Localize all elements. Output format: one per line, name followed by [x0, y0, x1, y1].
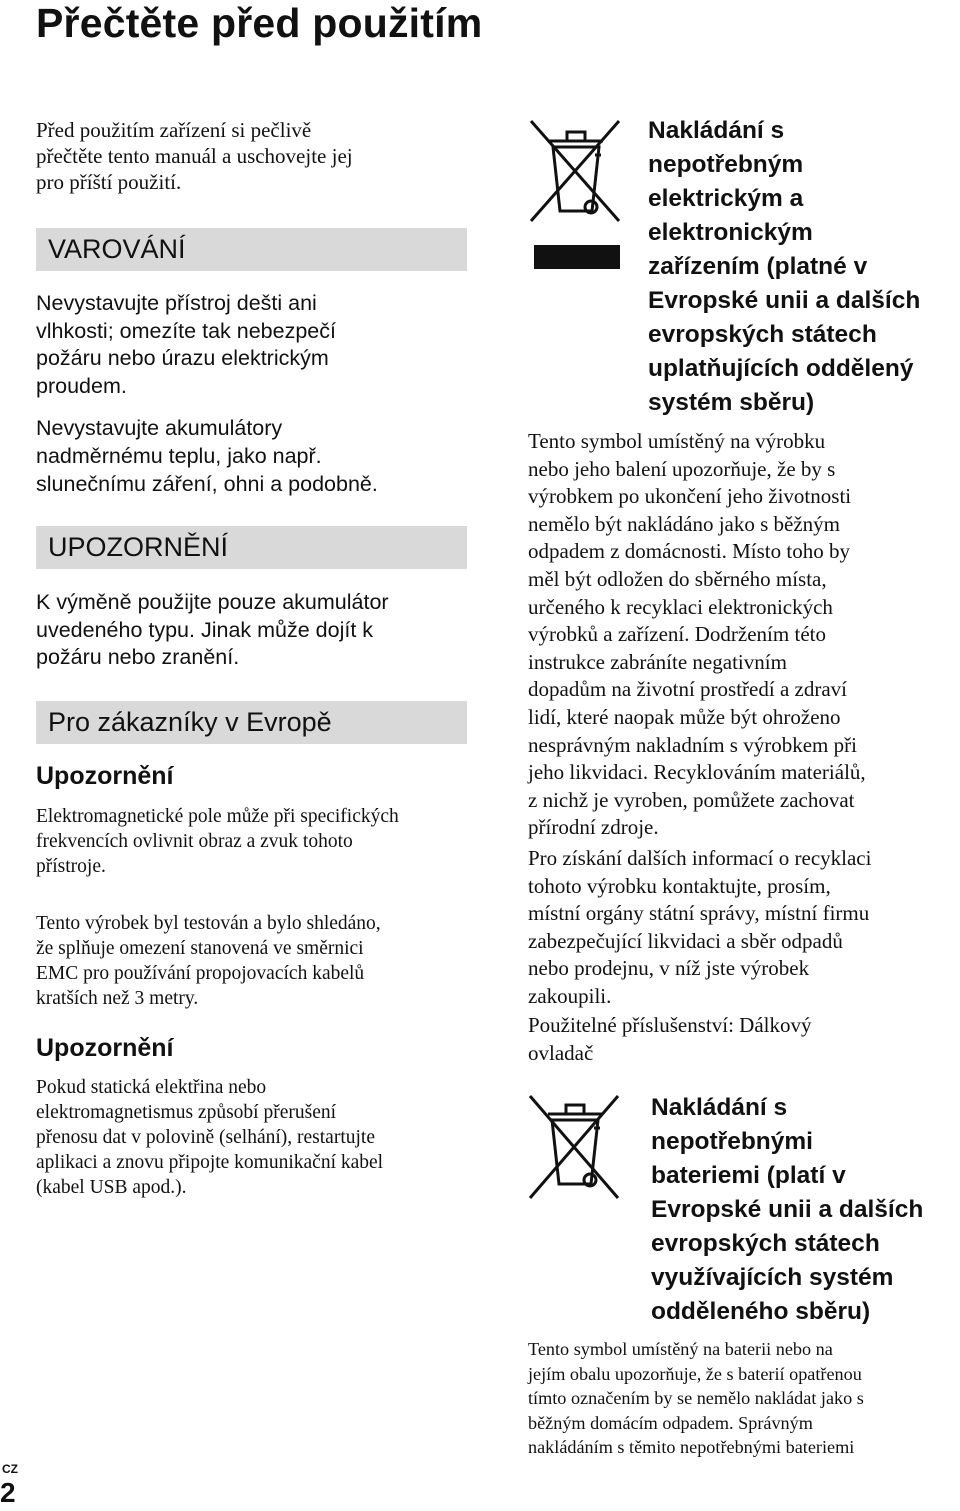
- battery-heading: Nakládání s nepotřebnými bateriemi (platí v Evropské unii a dalších evropských státech využívajících systém odděleného sběru): [651, 1094, 924, 1325]
- weee-info-text: Pro získání dalších informací o recyklaci tohoto výrobku kontaktujte, prosím, místní orgány státní správy, místní firmu zabezpečující likvidaci a sběr odpadů nebo prodejnu, v níž jste výrobek zakoupili.: [528, 846, 872, 1008]
- page-number: 2: [0, 1477, 16, 1508]
- europe-heading: Pro zákazníky v Evropě: [36, 701, 467, 744]
- crossed-out-wheeled-bin-icon: [529, 117, 623, 282]
- notice-1-heading: Upozornění: [36, 762, 174, 790]
- crossed-out-wheeled-bin-icon: [528, 1094, 622, 1213]
- warning-text-1: Nevystavujte přístroj dešti ani vlhkosti; omezíte tak nebezpečí požáru nebo úrazu elektrickým proudem.: [36, 291, 336, 398]
- accessory-text: Použitelné příslušenství: Dálkový ovladač: [528, 1013, 812, 1065]
- language-code: CZ: [2, 1462, 18, 1476]
- caution-heading: UPOZORNĚNÍ: [36, 526, 467, 569]
- warning-text-2: Nevystavujte akumulátory nadměrnému teplu, jako např. slunečnímu záření, ohni a podobně.: [36, 416, 378, 496]
- battery-text: Tento symbol umístěný na baterii nebo na jejím obalu upozorňuje, že s baterií opatřenou tímto označením by se nemělo nakládat jako s běžným domácím odpadem. Správným nakládáním s těmito nepotřebnými bateriemi: [528, 1339, 864, 1457]
- page-title: Přečtěte před použitím: [36, 0, 483, 46]
- notice-1-text: Elektromagnetické pole může při specifických frekvencích ovlivnit obraz a zvuk tohoto přístroje.: [36, 806, 399, 877]
- weee-heading: Nakládání s nepotřebným elektrickým a elektronickým zařízením (platné v Evropské unii a dalších evropských státech uplatňujících oddělený systém sběru): [648, 117, 921, 416]
- emc-text: Tento výrobek byl testován a bylo shledáno, že splňuje omezení stanovená ve směrnici EMC pro používání propojovacích kabelů kratších než 3 metry.: [36, 913, 381, 1009]
- weee-text: Tento symbol umístěný na výrobku nebo jeho balení upozorňuje, že by s výrobkem po ukončení jeho životnosti nemělo být nakládáno jako s běžným odpadem z domácnosti. Místo toho by měl být odložen do sběrného místa, určeného k recyklaci elektronických výrobků a zařízení. Dodržením této instrukce zabráníte negativním dopadům na životní prostředí a zdraví lidí, které naopak může být ohroženo nesprávným nakladním s výrobkem při jeho likvidaci. Recyklováním materiálů, z nichž je vyroben, pomůžete zachovat přírodní zdroje.: [528, 429, 866, 840]
- intro-text: Před použitím zařízení si pečlivě přečtěte tento manuál a uschovejte jej pro příští použití.: [36, 118, 353, 194]
- notice-2-heading: Upozornění: [36, 1034, 174, 1062]
- caution-text: K výměně použijte pouze akumulátor uvedeného typu. Jinak může dojít k požáru nebo zranění.: [36, 590, 389, 669]
- warning-heading: VAROVÁNÍ: [36, 228, 467, 271]
- notice-2-text: Pokud statická elektřina nebo elektromagnetismus způsobí přerušení přenosu dat v polovině (selhání), restartujte aplikaci a znovu připojte komunikační kabel (kabel USB apod.).: [36, 1077, 384, 1198]
